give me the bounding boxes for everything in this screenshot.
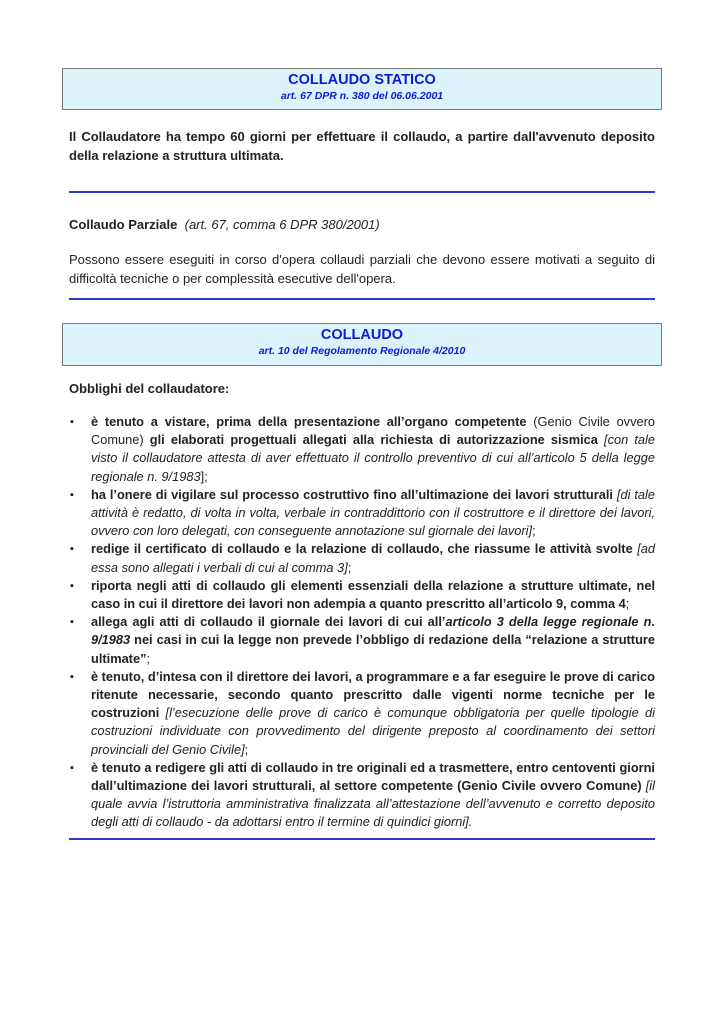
section-subtitle: art. 67 DPR n. 380 del 06.06.2001: [280, 90, 444, 102]
obblighi-heading: Obblighi del collaudatore:: [69, 381, 230, 396]
bullet-icon: ▪: [70, 488, 74, 501]
list-item: ▪ allega agli atti di collaudo il giornale dei lavori di cui all’articolo 3 della legge regionale n. 9/1983 nei casi in cui la legge non prevede l’obbligo di redazione della “relazione a strutture ultimate”;: [70, 614, 655, 666]
divider: [69, 298, 655, 300]
header-box-collaudo: [62, 323, 662, 366]
bullet-icon: ▪: [70, 616, 74, 629]
bullet-icon: ▪: [70, 761, 74, 774]
bullet-icon: ▪: [70, 670, 74, 683]
parziale-reference: (art. 67, comma 6 DPR 380/2001): [184, 217, 380, 232]
intro-paragraph: Il Collaudatore ha tempo 60 giorni per effettuare il collaudo, a partire dall'avvenuto deposito della relazione a struttura ultimata.: [69, 129, 655, 163]
parziale-body: Possono essere eseguiti in corso d'opera collaudi parziali che devono essere motivati a seguito di difficoltà tecniche o per complessità esecutive dell'opera.: [69, 252, 655, 286]
parziale-heading-line: [69, 215, 655, 234]
list-item: ▪ ha l’onere di vigilare sul processo costruttivo fino all’ultimazione dei lavori strutturali [di tale attività è redatto, di volta in volta, verbale in contraddittorio con il costruttore e il direttore dei lavori, ovvero con loro delegati, con conseguente annotazione sul giornale dei lavori];: [70, 486, 655, 539]
list-item: ▪ redige il certificato di collaudo e la relazione di collaudo, che riassume le attività svolte [ad essa sono allegati i verbali di cui al comma 3];: [70, 541, 655, 575]
section-title: COLLAUDO: [320, 327, 404, 343]
section-title: COLLAUDO STATICO: [288, 72, 436, 88]
list-item: ▪ è tenuto, d’intesa con il direttore dei lavori, a programmare e a far eseguire le prove di carico ritenute necessarie, secondo quanto prescritto dalle vigenti norme tecniche per le costruzioni [l’esecuzione delle prove di carico è comunque obbligatoria per quelle tipologie di costruzioni individuate con provvedimento del dirigente preposto al coordinamento dei settori provinciali del Genio Civile];: [70, 668, 655, 757]
bullet-icon: ▪: [70, 543, 74, 556]
section-subtitle: art. 10 del Regolamento Regionale 4/2010: [258, 345, 466, 357]
bullet-icon: ▪: [70, 579, 74, 592]
list-item: ▪ è tenuto a vistare, prima della presentazione all’organo competente (Genio Civile ovvero Comune) gli elaborati progettuali allegati alla richiesta di autorizzazione sismica [con tale visto il collaudatore attesta di aver effettuato il controllo preventivo di cui all’articolo 5 della legge regionale n. 9/1983];: [70, 414, 655, 484]
bullet-icon: ▪: [70, 416, 74, 428]
divider: [69, 191, 655, 193]
header-box-collaudo-statico: [62, 68, 662, 110]
divider: [69, 838, 655, 840]
obblighi-list: [69, 413, 655, 832]
list-item: ▪ è tenuto a redigere gli atti di collaudo in tre originali ed a trasmettere, entro centoventi giorni dall’ultimazione dei lavori strutturali, al settore competente (Genio Civile ovvero Comune) [il quale avvia l’istruttoria amministrativa finalizzata all’attestazione dell’avvenuto e corretto deposito degli atti di collaudo - da adottarsi entro il termine di quindici giorni].: [70, 759, 655, 830]
list-item: ▪ riporta negli atti di collaudo gli elementi essenziali della relazione a strutture ultimate, nel caso in cui il direttore dei lavori non adempia a quanto prescritto all’articolo 9, comma 4;: [70, 577, 655, 612]
parziale-heading: Collaudo Parziale: [69, 217, 178, 232]
